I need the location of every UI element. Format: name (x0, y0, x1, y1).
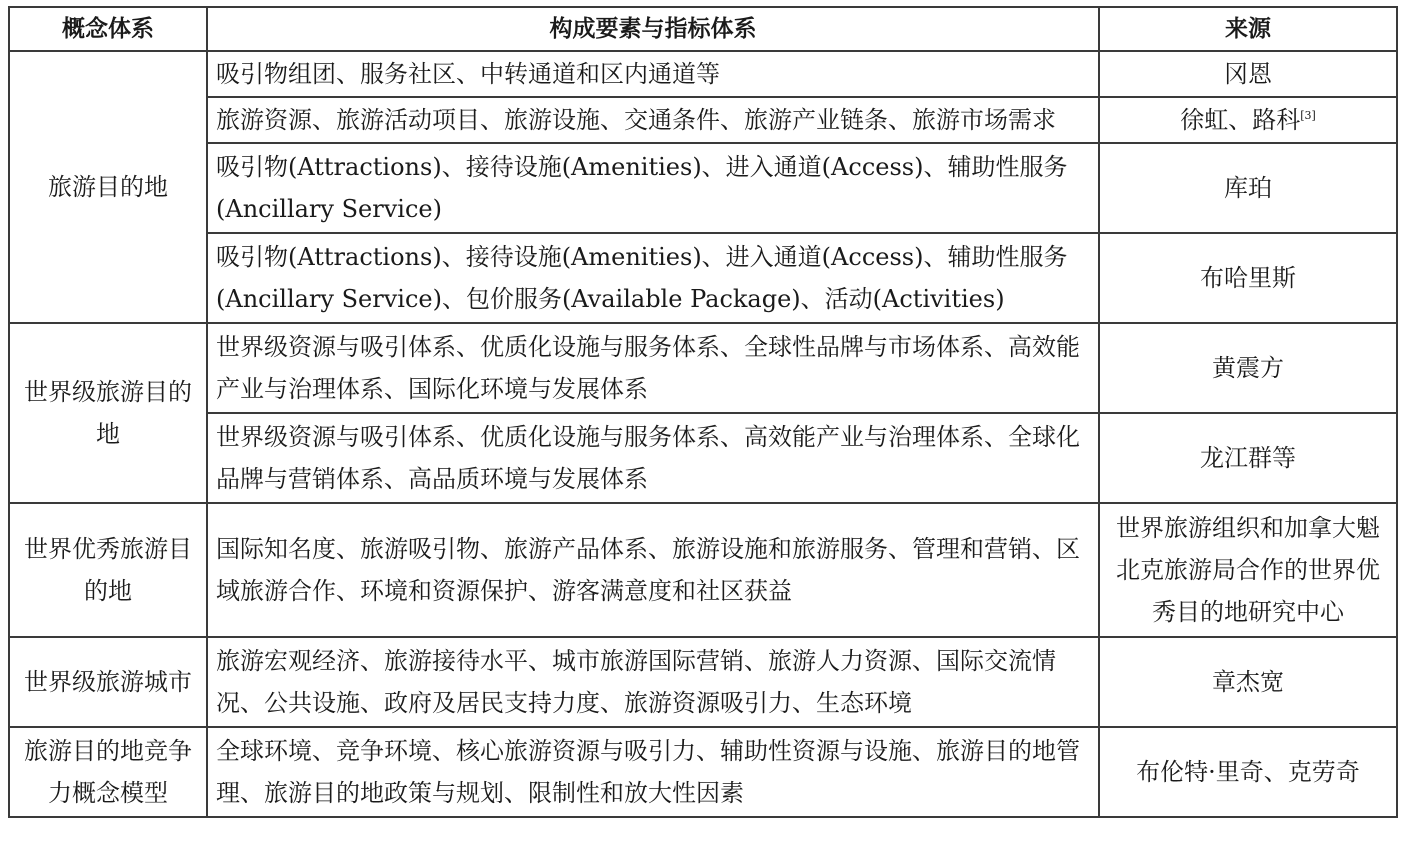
elements-cell: 国际知名度、旅游吸引物、旅游产品体系、旅游设施和旅游服务、管理和营销、区域旅游合作、环境和资源保护、游客满意度和社区获益 (207, 503, 1099, 637)
source-cell: 世界旅游组织和加拿大魁北克旅游局合作的世界优秀目的地研究中心 (1099, 503, 1397, 637)
elements-cell: 世界级资源与吸引体系、优质化设施与服务体系、高效能产业与治理体系、全球化品牌与营销体系、高品质环境与发展体系 (207, 413, 1099, 503)
concept-index-table (8, 6, 1398, 818)
table-row (9, 503, 1397, 637)
concept-cell: 旅游目的地竞争力概念模型 (9, 727, 207, 817)
elements-cell: 吸引物(Attractions)、接待设施(Amenities)、进入通道(Access)、辅助性服务(Ancillary Service)、包价服务(Available Package)、活动(Activities) (207, 233, 1099, 323)
header-elements: 构成要素与指标体系 (207, 7, 1099, 51)
table-row (9, 413, 1397, 503)
table-row (9, 51, 1397, 97)
source-cell: 章杰宽 (1099, 637, 1397, 727)
elements-cell: 旅游宏观经济、旅游接待水平、城市旅游国际营销、旅游人力资源、国际交流情况、公共设施、政府及居民支持力度、旅游资源吸引力、生态环境 (207, 637, 1099, 727)
concept-cell: 世界级旅游城市 (9, 637, 207, 727)
table-header-row (9, 7, 1397, 51)
elements-cell: 全球环境、竞争环境、核心旅游资源与吸引力、辅助性资源与设施、旅游目的地管理、旅游目的地政策与规划、限制性和放大性因素 (207, 727, 1099, 817)
source-cell: 布哈里斯 (1099, 233, 1397, 323)
reference-mark: [3] (1300, 109, 1316, 122)
concept-cell: 旅游目的地 (9, 51, 207, 323)
elements-cell: 吸引物(Attractions)、接待设施(Amenities)、进入通道(Access)、辅助性服务(Ancillary Service) (207, 143, 1099, 233)
header-source: 来源 (1099, 7, 1397, 51)
elements-cell: 旅游资源、旅游活动项目、旅游设施、交通条件、旅游产业链条、旅游市场需求 (207, 97, 1099, 143)
table-row (9, 233, 1397, 323)
source-text: 徐虹、路科 (1180, 106, 1301, 134)
elements-cell: 吸引物组团、服务社区、中转通道和区内通道等 (207, 51, 1099, 97)
source-cell (1099, 97, 1397, 143)
concept-cell: 世界优秀旅游目的地 (9, 503, 207, 637)
header-concept: 概念体系 (9, 7, 207, 51)
table-row (9, 323, 1397, 413)
elements-cell: 世界级资源与吸引体系、优质化设施与服务体系、全球性品牌与市场体系、高效能产业与治理体系、国际化环境与发展体系 (207, 323, 1099, 413)
concept-cell: 世界级旅游目的地 (9, 323, 207, 503)
source-cell: 龙江群等 (1099, 413, 1397, 503)
table-row (9, 727, 1397, 817)
source-cell: 冈恩 (1099, 51, 1397, 97)
table-row (9, 143, 1397, 233)
source-cell: 布伦特·里奇、克劳奇 (1099, 727, 1397, 817)
source-cell: 库珀 (1099, 143, 1397, 233)
table-row (9, 97, 1397, 143)
source-cell: 黄震方 (1099, 323, 1397, 413)
table-row (9, 637, 1397, 727)
